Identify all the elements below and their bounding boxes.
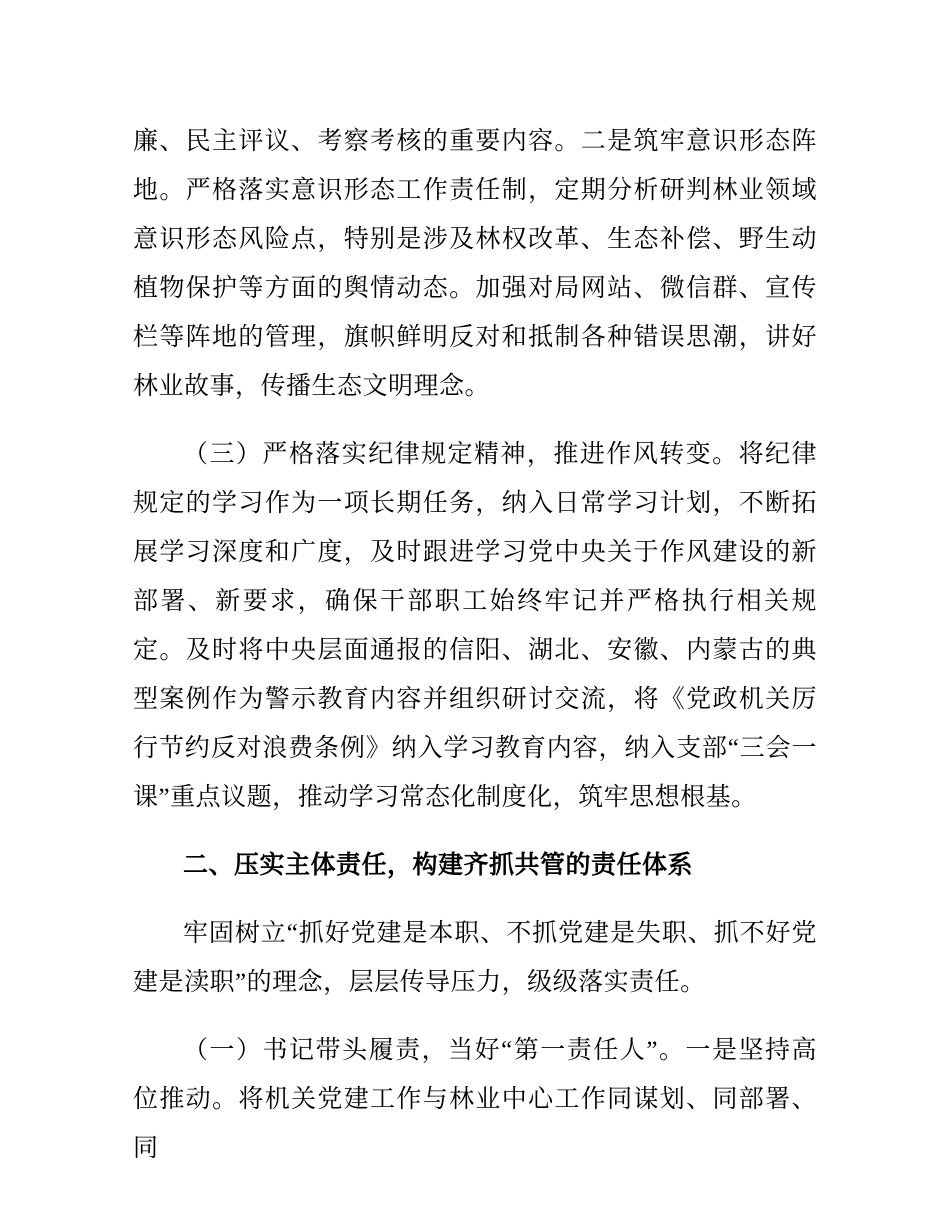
body-paragraph-continuation: 廉、民主评议、考察考核的重要内容。二是筑牢意识形态阵地。严格落实意识形态工作责任制，定期分析研判林业领域意识形态风险点，特别是涉及林权改革、生态补偿、野生动植物保护等方面的舆情动态。加强对局网站、微信群、宣传栏等阵地的管理，旗帜鲜明反对和抵制各种错误思潮，讲好林业故事，传播生态文明理念。 bbox=[133, 128, 817, 400]
section-heading: 二、压实主体责任，构建齐抓共管的责任体系 bbox=[183, 851, 694, 879]
body-paragraph-responsibility: 牢固树立“抓好党建是本职、不抓党建是失职、抓不好党建是渎职”的理念，层层传导压力，级级落实责任。 bbox=[133, 920, 817, 996]
body-paragraph-item-1: （一）书记带头履责，当好“第一责任人”。一是坚持高位推动。将机关党建工作与林业中心工作同谋划、同部署、同 bbox=[133, 1037, 817, 1162]
body-paragraph-item-3: （三）严格落实纪律规定精神，推进作风转变。将纪律规定的学习作为一项长期任务，纳入日常学习计划，不断拓展学习深度和广度，及时跟进学习党中央关于作风建设的新部署、新要求，确保干部职工始终牢记并严格执行相关规定。及时将中央层面通报的信阳、湖北、安徽、内蒙古的典型案例作为警示教育内容并组织研讨交流，将《党政机关厉行节约反对浪费条例》纳入学习教育内容，纳入支部“三会一课”重点议题，推动学习常态化制度化，筑牢思想根基。 bbox=[133, 441, 817, 811]
